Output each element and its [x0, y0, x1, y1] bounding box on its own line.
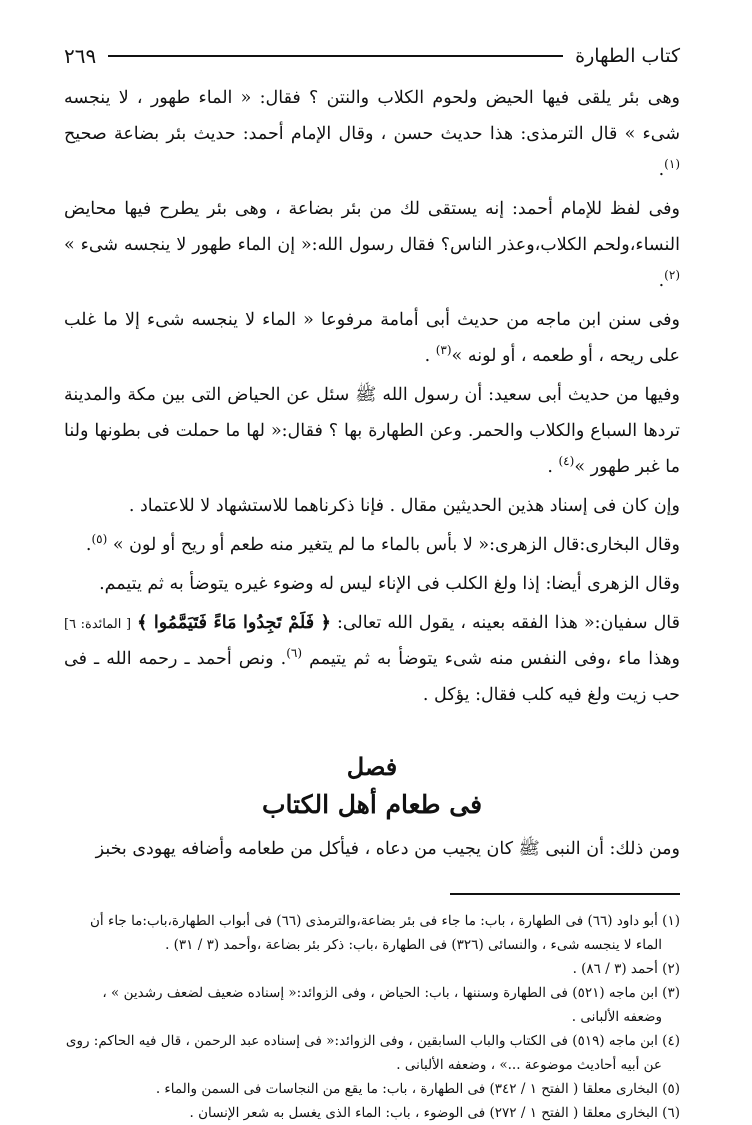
- footnote: (٤) ابن ماجه (٥١٩) فى الكتاب والباب السابقين ، وفى الزوائد:« فى إسناده عبد الرحمن ، قال فيه الحاكم: روى عن أبيه أحاديث موضوعة ...» ، وضعفه الألبانى .: [65, 1033, 680, 1073]
- quran-verse: ﴿ فَلَمْ تَجِدُوا مَاءً فَتَيَمَّمُوا ﴾: [137, 613, 331, 633]
- paragraph: وفيها من حديث أبى سعيد: أن رسول الله ﷺ سئل عن الحياض التى بين مكة والمدينة تردها السباع والكلاب والحمر. وعن الطهارة بها ؟ فقال:« لها ما حملت فى بطونها ولنا ما غبر طهور »$^{(٤)}$ .: [64, 385, 680, 477]
- section-label: فصل: [346, 752, 398, 781]
- verse-reference: [ المائدة: ٦]: [64, 617, 132, 632]
- paragraph: قال سفيان:« هذا الفقه بعينه ، يقول الله تعالى: ﴿ فَلَمْ تَجِدُوا مَاءً فَتَيَمَّمُوا ﴾ [ المائدة: ٦] وهذا ماء ،وفى النفس منه شىء يتوضأ به ثم يتيمم $^{(٦)}$. ونص أحمد ـ رحمه الله ـ فى حب زيت ولغ فيه كلب فقال: يؤكل .: [64, 613, 680, 705]
- footnote: (٣) ابن ماجه (٥٢١) فى الطهارة وسننها ، باب: الحياض ، وفى الزوائد:« إسناده ضعيف لضعف رشدين » ، وضعفه الألبانى .: [102, 985, 680, 1025]
- footnote-ref: (٤): [558, 454, 575, 469]
- page-number: ٢٦٩: [64, 44, 97, 68]
- chapter-title: كتاب الطهارة: [575, 45, 680, 67]
- section-title: فى طعام أهل الكتاب: [261, 790, 483, 819]
- footnote: (٦) البخارى معلقا ( الفتح ١ / ٢٧٢) فى الوضوء ، باب: الماء الذى يغسل به شعر الإنسان .: [189, 1105, 680, 1121]
- footnote: (١) أبو داود (٦٦) فى الطهارة ، باب: ما جاء فى بئر بضاعة،والترمذى (٦٦) فى أبواب الطهارة،باب:ما جاء أن الماء لا ينجسه شىء ، والنسائى (٣٢٦) فى الطهارة ،باب: ذكر بئر بضاعة ،وأحمد (٣ / ٣١) .: [90, 913, 680, 953]
- footnote-ref: (٦): [286, 646, 303, 661]
- footnote-ref: (٣): [435, 343, 452, 358]
- paragraph: وإن كان فى إسناد هذين الحديثين مقال . فإنا ذكرناهما للاستشهاد لا للاعتماد .: [128, 496, 680, 516]
- footnote-ref: (١): [664, 157, 680, 172]
- footnote-separator: [450, 893, 680, 895]
- footnote-ref: (٢): [664, 268, 680, 283]
- footnote: (٢) أحمد (٣ / ٨٦) .: [572, 961, 680, 977]
- main-text: [64, 80, 680, 713]
- footnotes: [64, 909, 680, 1125]
- section-text: [64, 831, 680, 867]
- paragraph: ومن ذلك: أن النبى ﷺ كان يجيب من دعاه ، فيأكل من طعامه وأضافه يهودى بخبز: [95, 839, 680, 859]
- paragraph: وفى لفظ للإمام أحمد: إنه يستقى لك من بئر بضاعة ، وهى بئر يطرح فيها محايض النساء،ولحم الكلاب،وعذر الناس؟ فقال رسول الله:« إن الماء طهور لا ينجسه شىء » $^{(٢)}$.: [64, 199, 680, 291]
- sufyan-quote: قال سفيان:« هذا الفقه بعينه ، يقول الله تعالى:: [336, 613, 680, 633]
- header-rule: [108, 55, 563, 57]
- paragraph: وفى سنن ابن ماجه من حديث أبى أمامة مرفوعا « الماء لا ينجسه شىء إلا ما غلب على ريحه ، أو طعمه ، أو لونه »$^{(٣)}$ .: [64, 310, 680, 366]
- paragraph: وهى بئر يلقى فيها الحيض ولحوم الكلاب والنتن ؟ فقال: « الماء طهور ، لا ينجسه شىء » قال الترمذى: هذا حديث حسن ، وقال الإمام أحمد: حديث بئر بضاعة صحيح $^{(١)}$.: [64, 88, 680, 180]
- paragraph: وقال الزهرى أيضا: إذا ولغ الكلب فى الإناء ليس له وضوء غيره يتوضأ به ثم يتيمم.: [99, 574, 680, 594]
- footnote: (٥) البخارى معلقا ( الفتح ١ / ٣٤٢) فى الطهارة ، باب: ما يقع من النجاسات فى السمن والماء .: [155, 1081, 680, 1097]
- footnote-ref: (٥): [91, 532, 108, 547]
- paragraph: وقال البخارى:قال الزهرى:« لا بأس بالماء ما لم يتغير منه طعم أو ريح أو لون » $^{(٥)}$.: [85, 532, 680, 555]
- page-header: [64, 38, 680, 74]
- section-heading: [64, 749, 680, 825]
